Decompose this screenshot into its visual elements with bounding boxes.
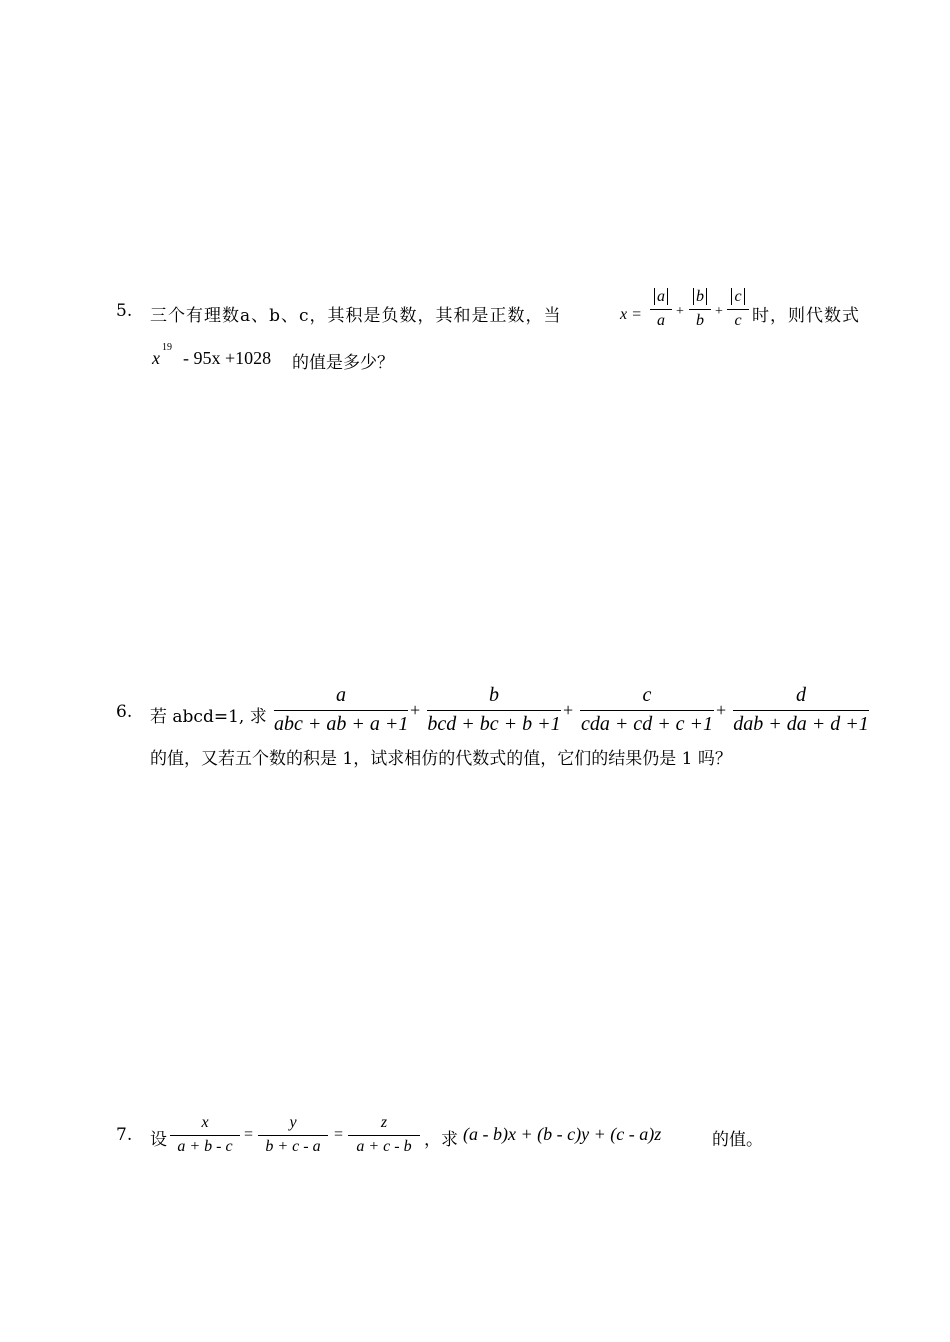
numerator: a bbox=[654, 288, 668, 305]
fraction-y bbox=[258, 1114, 328, 1156]
problem-text: 三个有理数a、b、c，其积是负数，其和是正数，当 bbox=[150, 306, 562, 326]
denominator: b bbox=[696, 312, 704, 329]
plus-sign: + bbox=[410, 700, 421, 720]
numerator: z bbox=[380, 1114, 388, 1131]
fraction-c bbox=[580, 684, 714, 736]
plus-sign: + bbox=[676, 304, 684, 319]
fraction-abs-a bbox=[650, 288, 672, 330]
fraction-z bbox=[348, 1114, 420, 1156]
numerator: a bbox=[336, 684, 346, 706]
expr-exponent: 19 bbox=[162, 342, 172, 353]
numerator: x bbox=[201, 1114, 209, 1131]
expr-base: x bbox=[152, 348, 160, 368]
denominator: abc + ab + a +1 bbox=[274, 713, 409, 735]
problem-text-after: 时，则代数式 bbox=[752, 306, 860, 326]
numerator: d bbox=[796, 684, 806, 706]
fraction-abs-b bbox=[689, 288, 711, 330]
plus-sign: + bbox=[715, 304, 723, 319]
expr-rest: - 95x +1028 bbox=[183, 348, 272, 368]
expression: (a - b)x + (b - c)y + (c - a)z bbox=[463, 1124, 662, 1144]
numerator: b bbox=[693, 288, 707, 305]
problem-text-after: 的值。 bbox=[712, 1130, 763, 1150]
problem-number: 5. bbox=[116, 301, 133, 321]
problem-text-mid: ，求 bbox=[424, 1130, 458, 1150]
equals-sign: = bbox=[334, 1126, 344, 1143]
denominator: dab + da + d +1 bbox=[733, 713, 869, 735]
equals-sign: = bbox=[244, 1126, 254, 1143]
denominator: a bbox=[657, 312, 665, 329]
problem-text-tail: 的值是多少？ bbox=[292, 353, 394, 373]
problem-number: 6. bbox=[116, 702, 133, 722]
x-equals: x = bbox=[620, 306, 642, 323]
problem-text: 若 abcd=1, 求 bbox=[150, 707, 267, 727]
plus-sign: + bbox=[563, 700, 574, 720]
problem-text-line2: 的值，又若五个数的积是 1，试求相仿的代数式的值，它们的结果仍是 1 吗？ bbox=[150, 749, 732, 769]
numerator: c bbox=[642, 684, 652, 706]
denominator: a + c - b bbox=[356, 1138, 412, 1155]
fraction-a bbox=[274, 684, 408, 736]
denominator: cda + cd + c +1 bbox=[580, 713, 714, 735]
denominator: a + b - c bbox=[177, 1138, 233, 1155]
problem-text: 设 bbox=[150, 1130, 167, 1150]
numerator: c bbox=[731, 288, 744, 305]
fraction-abs-c bbox=[727, 288, 749, 330]
denominator: bcd + bc + b +1 bbox=[427, 713, 561, 735]
numerator: y bbox=[289, 1114, 297, 1131]
denominator: b + c - a bbox=[265, 1138, 321, 1155]
plus-sign: + bbox=[716, 700, 727, 720]
fraction-x bbox=[170, 1114, 240, 1156]
numerator: b bbox=[489, 684, 499, 706]
problem-number: 7. bbox=[116, 1125, 133, 1145]
denominator: c bbox=[734, 312, 742, 329]
fraction-b bbox=[427, 684, 561, 736]
fraction-d bbox=[733, 684, 869, 736]
